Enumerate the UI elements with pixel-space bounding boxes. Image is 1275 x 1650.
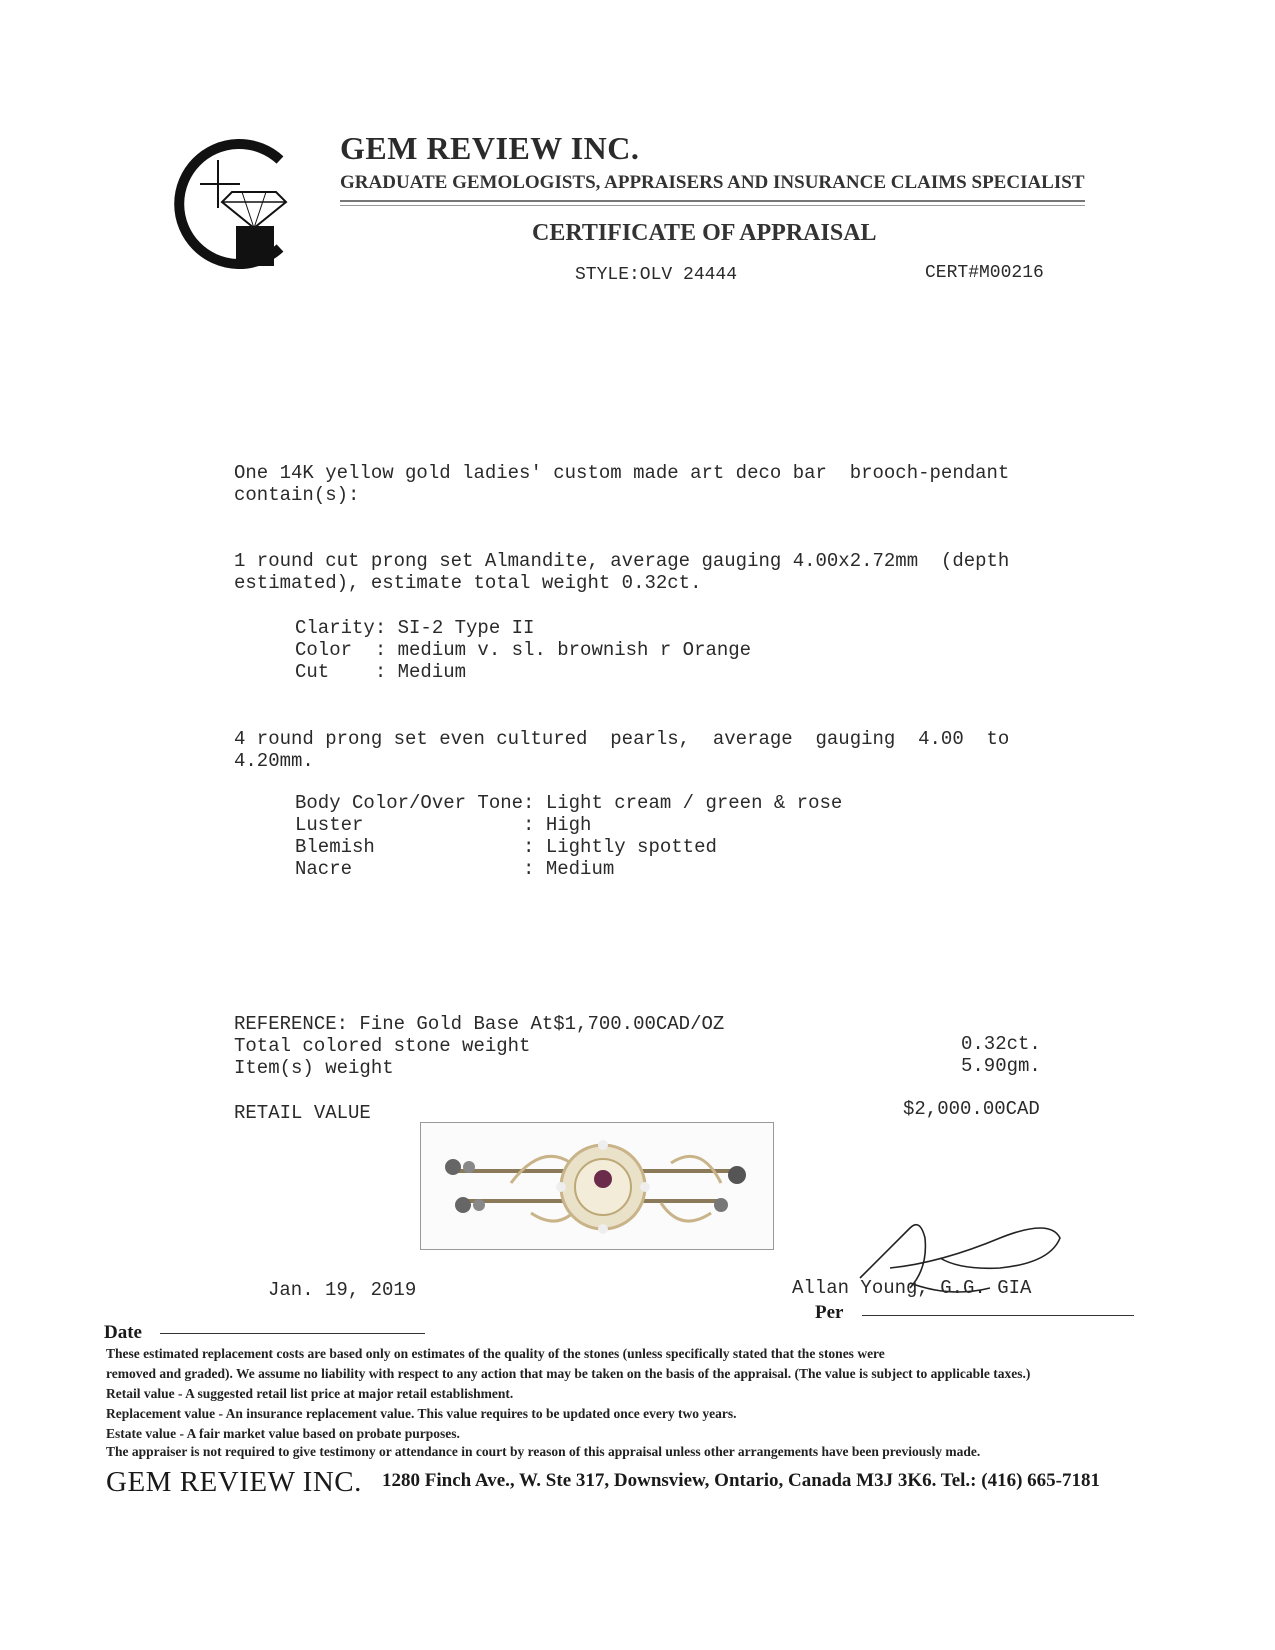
item-description-cont: contain(s): [234,484,360,506]
certificate-number: CERT#M00216 [925,263,1044,283]
pearl-blemish: Blemish : Lightly spotted [295,836,717,858]
reference-gold-base: REFERENCE: Fine Gold Base At$1,700.00CAD/OZ [234,1013,725,1035]
stone-weight-value: 0.32ct. [961,1033,1041,1055]
disclaimer-line: Replacement value - An insurance replacement value. This value requires to be updated once every two years. [106,1406,737,1421]
per-signature-line [862,1315,1134,1316]
retail-value-amount: $2,000.00CAD [903,1098,1040,1120]
company-title: GEM REVIEW INC. [340,130,640,166]
company-logo [170,130,300,270]
style-number: STYLE:OLV 24444 [575,265,738,285]
disclaimer-line: The appraiser is not required to give testimony or attendance in court by reason of this appraisal unless other arrangements have been previously made. [106,1444,981,1459]
certificate-title: CERTIFICATE OF APPRAISAL [532,220,877,246]
per-label: Per [815,1302,844,1323]
pearls-description: 4 round prong set even cultured pearls, average gauging 4.00 to [234,728,1010,750]
appraisal-date: Jan. 19, 2019 [268,1279,417,1301]
stone-description-cont: estimated), estimate total weight 0.32ct. [234,572,702,594]
stone-weight-label: Total colored stone weight [234,1035,531,1057]
footer-company-name: GEM REVIEW INC. [106,1466,362,1498]
footer-address: 1280 Finch Ave., W. Ste 317, Downsview, Ontario, Canada M3J 3K6. Tel.: (416) 665-7181 [382,1470,1100,1491]
pearls-description-cont: 4.20mm. [234,750,314,772]
item-weight-value: 5.90gm. [961,1055,1041,1077]
company-subtitle: GRADUATE GEMOLOGISTS, APPRAISERS AND INSURANCE CLAIMS SPECIALIST [340,172,1085,193]
disclaimer-line: Estate value - A fair market value based on probate purposes. [106,1426,460,1441]
disclaimer-line: removed and graded). We assume no liability with respect to any action that may be taken on the basis of the appraisal. (The value is subject to applicable taxes.) [106,1366,1031,1381]
pearl-body-color: Body Color/Over Tone: Light cream / green & rose [295,792,843,814]
stone-description: 1 round cut prong set Almandite, average gauging 4.00x2.72mm (depth [234,550,1010,572]
appraiser-name: Allan Young, G.G. GIA [792,1277,1032,1299]
pearl-luster: Luster : High [295,814,592,836]
item-photo [420,1122,774,1250]
disclaimer-line: Retail value - A suggested retail list price at major retail establishment. [106,1386,514,1401]
stone-cut: Cut : Medium [295,661,467,683]
retail-value-label: RETAIL VALUE [234,1102,371,1124]
stone-clarity: Clarity: SI-2 Type II [295,617,535,639]
item-weight-label: Item(s) weight [234,1057,394,1079]
date-line [160,1333,425,1334]
item-description: One 14K yellow gold ladies' custom made art deco bar brooch-pendant [234,462,1010,484]
header-divider [340,200,1085,202]
header-divider-thin [340,205,1085,206]
date-label: Date [104,1322,142,1343]
disclaimer-line: These estimated replacement costs are based only on estimates of the quality of the stones (unless specifically stated that the stones were [106,1346,885,1361]
pearl-nacre: Nacre : Medium [295,858,615,880]
stone-color: Color : medium v. sl. brownish r Orange [295,639,752,661]
